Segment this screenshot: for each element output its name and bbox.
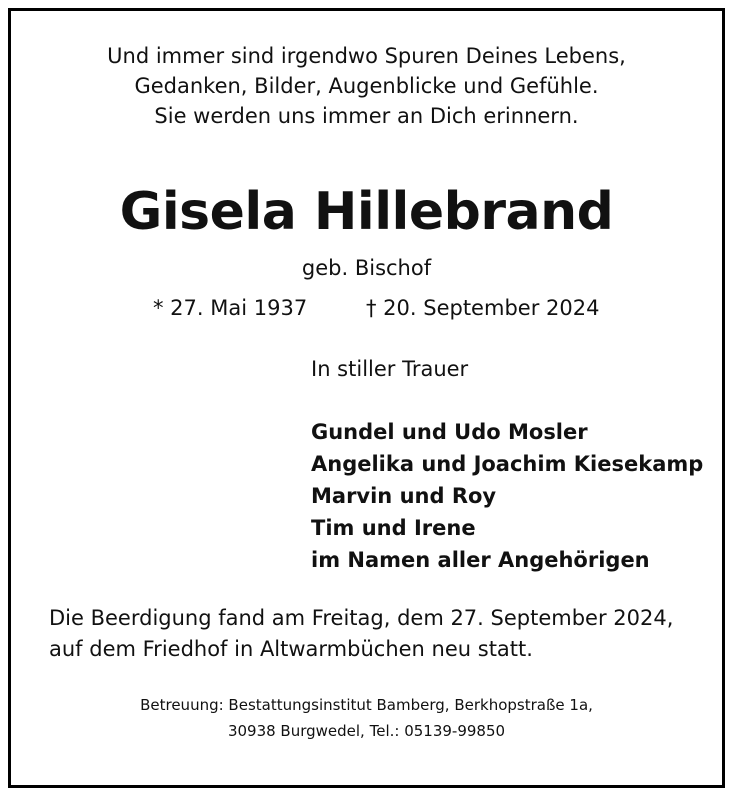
obituary-frame bbox=[8, 8, 725, 788]
poem-line: Gedanken, Bilder, Augenblicke und Gefühle. bbox=[134, 74, 599, 98]
maiden-name: geb. Bischof bbox=[301, 256, 432, 280]
funeral-notice bbox=[49, 603, 673, 665]
mourner-entry: im Namen aller Angehörigen bbox=[311, 548, 650, 572]
mourner-entry: Marvin und Roy bbox=[311, 484, 497, 508]
undertaker-line: Betreuung: Bestattungsinstitut Bamberg, Berkhopstraße 1a, bbox=[140, 696, 593, 714]
funeral-line: auf dem Friedhof in Altwarmbüchen neu statt. bbox=[49, 637, 533, 661]
mourner-entry: Tim und Irene bbox=[311, 516, 476, 540]
memorial-poem bbox=[11, 41, 722, 131]
poem-line: Und immer sind irgendwo Spuren Deines Lebens, bbox=[107, 44, 626, 68]
mourner-entry: Angelika und Joachim Kiesekamp bbox=[311, 452, 704, 476]
mourners-list bbox=[311, 416, 703, 576]
death-date: † 20. September 2024 bbox=[366, 296, 600, 320]
birth-date: * 27. Mai 1937 bbox=[153, 296, 308, 320]
mourning-line: In stiller Trauer bbox=[311, 357, 469, 381]
funeral-line: Die Beerdigung fand am Freitag, dem 27. September 2024, bbox=[49, 606, 674, 630]
poem-line: Sie werden uns immer an Dich erinnern. bbox=[154, 104, 579, 128]
undertaker-line: 30938 Burgwedel, Tel.: 05139-99850 bbox=[227, 722, 506, 740]
undertaker-info bbox=[11, 692, 722, 744]
deceased-name: Gisela Hillebrand bbox=[119, 182, 614, 242]
mourner-entry: Gundel und Udo Mosler bbox=[311, 420, 588, 444]
